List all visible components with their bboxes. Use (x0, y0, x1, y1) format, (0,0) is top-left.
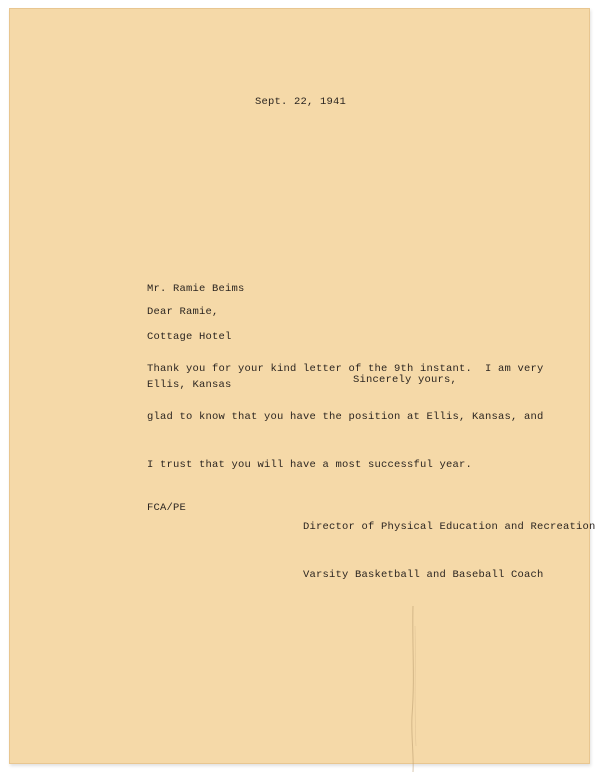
letter-date: Sept. 22, 1941 (255, 96, 347, 108)
recipient-city: Ellis, Kansas (147, 379, 232, 391)
reference-initials: FCA/PE (147, 502, 187, 514)
closing: Sincerely yours, (353, 374, 458, 386)
paper-crease (406, 606, 420, 772)
letter-page (9, 8, 596, 764)
signature-title-line-1: Director of Physical Education and Recreation (303, 521, 596, 533)
recipient-street: Cottage Hotel (147, 331, 232, 343)
salutation: Dear Ramie, (147, 306, 219, 318)
body-line-1: Thank you for your kind letter of the 9th instant. I am very (147, 363, 544, 375)
body-line-2: glad to know that you have the position at Ellis, Kansas, and (147, 411, 544, 423)
signature-title-line-2: Varsity Basketball and Baseball Coach (303, 569, 544, 581)
letter-body (147, 329, 544, 505)
recipient-name: Mr. Ramie Beims (147, 283, 245, 295)
body-line-3: I trust that you will have a most successful year. (147, 459, 473, 471)
signature-title (303, 487, 596, 615)
